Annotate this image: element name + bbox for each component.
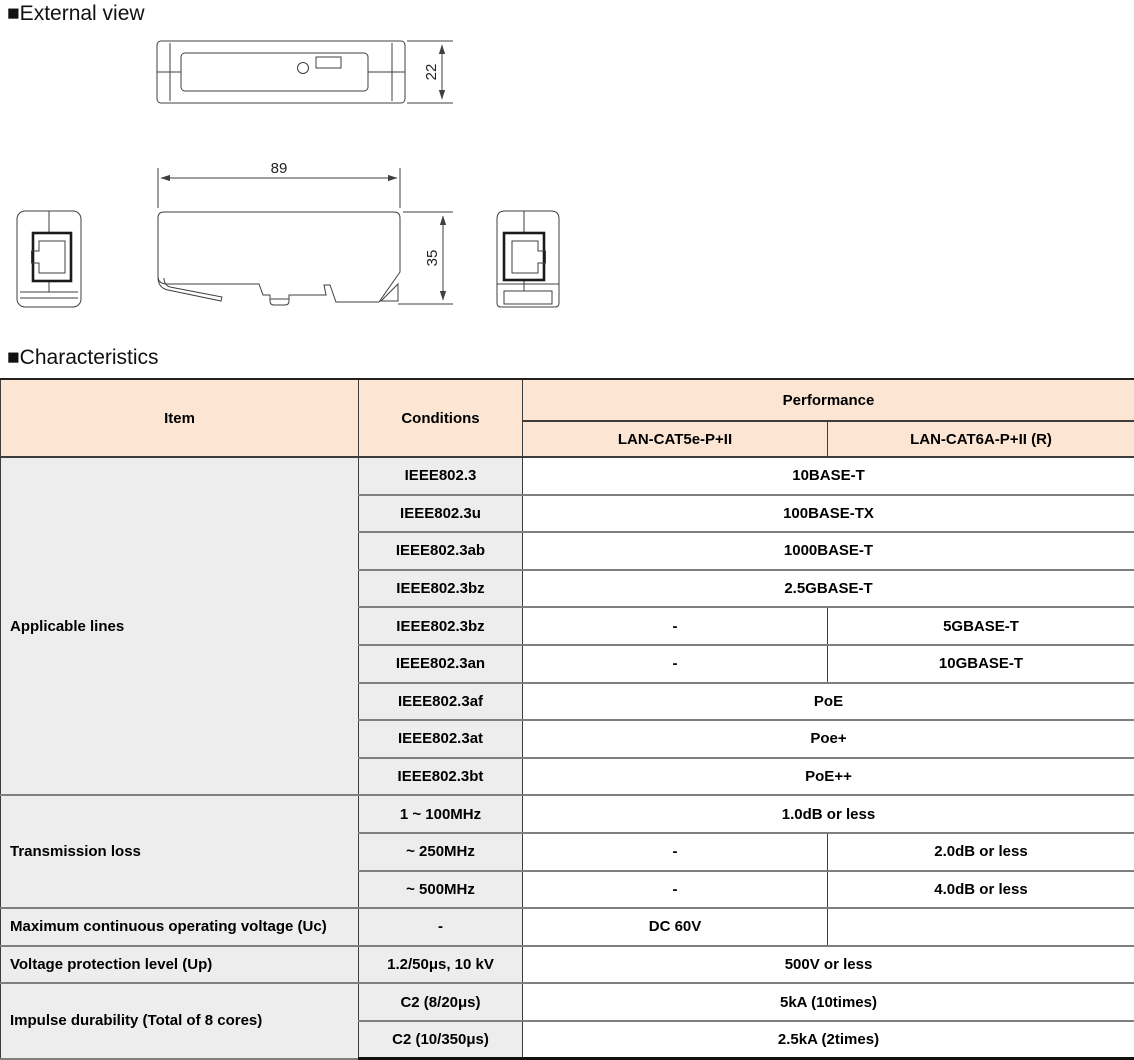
characteristics-table (0, 378, 1134, 1060)
top-view (157, 41, 453, 103)
right-side-view (497, 211, 559, 307)
din-hook (158, 277, 222, 301)
performance-cell-cat5e: - (523, 645, 828, 683)
performance-cell: PoE (523, 683, 1134, 721)
condition-cell: IEEE802.3bz (359, 607, 523, 645)
item-cell-max-voltage: Maximum continuous operating voltage (Uc) (1, 908, 359, 946)
condition-cell: C2 (10/350μs) (359, 1021, 523, 1059)
condition-cell: 1 ~ 100MHz (359, 795, 523, 833)
top-view-led-hole (298, 63, 309, 74)
performance-cell-cat6a: 5GBASE-T (828, 607, 1134, 645)
rj45-jack-icon (512, 241, 546, 273)
table-row (1, 908, 1134, 946)
performance-cell: PoE++ (523, 758, 1134, 796)
header-lan-cat6a: LAN-CAT6A-P+II (R) (828, 421, 1134, 457)
performance-cell: Poe+ (523, 720, 1134, 758)
performance-cell: 1.0dB or less (523, 795, 1134, 833)
external-view-drawing (0, 30, 1134, 330)
performance-cell-cat5e: - (523, 833, 828, 871)
performance-cell-cat6a (828, 908, 1134, 946)
item-cell-applicable-lines: Applicable lines (1, 457, 359, 795)
dimension-label-22: 22 (423, 64, 440, 81)
condition-cell: C2 (8/20μs) (359, 983, 523, 1021)
top-view-window (316, 57, 341, 68)
performance-cell: 5kA (10times) (523, 983, 1134, 1021)
item-cell-impulse-durability: Impulse durability (Total of 8 cores) (1, 983, 359, 1058)
performance-cell: 10BASE-T (523, 457, 1134, 495)
condition-cell: IEEE802.3 (359, 457, 523, 495)
condition-cell: IEEE802.3u (359, 495, 523, 533)
performance-cell: 2.5kA (2times) (523, 1021, 1134, 1059)
dimension-label-89: 89 (271, 160, 288, 177)
performance-cell-cat5e: - (523, 607, 828, 645)
performance-cell: 500V or less (523, 946, 1134, 984)
condition-cell: IEEE802.3an (359, 645, 523, 683)
condition-cell: IEEE802.3ab (359, 532, 523, 570)
condition-cell: IEEE802.3bt (359, 758, 523, 796)
section-title-characteristics: ■Characteristics (7, 346, 159, 370)
dimension-front-width (158, 160, 400, 208)
condition-cell: IEEE802.3af (359, 683, 523, 721)
item-cell-transmission-loss: Transmission loss (1, 795, 359, 908)
table-row (1, 457, 1134, 495)
rj45-jack-icon (32, 241, 66, 273)
condition-cell: ~ 250MHz (359, 833, 523, 871)
header-item: Item (1, 379, 359, 457)
performance-cell-cat6a: 2.0dB or less (828, 833, 1134, 871)
dimension-top-depth (407, 41, 453, 103)
table-row (1, 983, 1134, 1021)
performance-cell-cat5e: DC 60V (523, 908, 828, 946)
section-title-external-view: ■External view (7, 2, 145, 26)
condition-cell: 1.2/50μs, 10 kV (359, 946, 523, 984)
performance-cell: 1000BASE-T (523, 532, 1134, 570)
condition-cell: IEEE802.3bz (359, 570, 523, 608)
performance-cell-cat6a: 4.0dB or less (828, 871, 1134, 909)
front-view (158, 160, 453, 305)
table-row (1, 795, 1134, 833)
performance-cell: 2.5GBASE-T (523, 570, 1134, 608)
table-row (1, 946, 1134, 984)
header-performance: Performance (523, 379, 1134, 421)
condition-cell: IEEE802.3at (359, 720, 523, 758)
header-lan-cat5e: LAN-CAT5e-P+II (523, 421, 828, 457)
item-cell-voltage-protection: Voltage protection level (Up) (1, 946, 359, 984)
left-side-view (17, 211, 81, 307)
table-header-row (1, 379, 1134, 421)
dimension-front-height (398, 212, 453, 304)
header-conditions: Conditions (359, 379, 523, 457)
performance-cell-cat5e: - (523, 871, 828, 909)
condition-cell: - (359, 908, 523, 946)
dimension-label-35: 35 (424, 250, 441, 267)
condition-cell: ~ 500MHz (359, 871, 523, 909)
performance-cell-cat6a: 10GBASE-T (828, 645, 1134, 683)
performance-cell: 100BASE-TX (523, 495, 1134, 533)
